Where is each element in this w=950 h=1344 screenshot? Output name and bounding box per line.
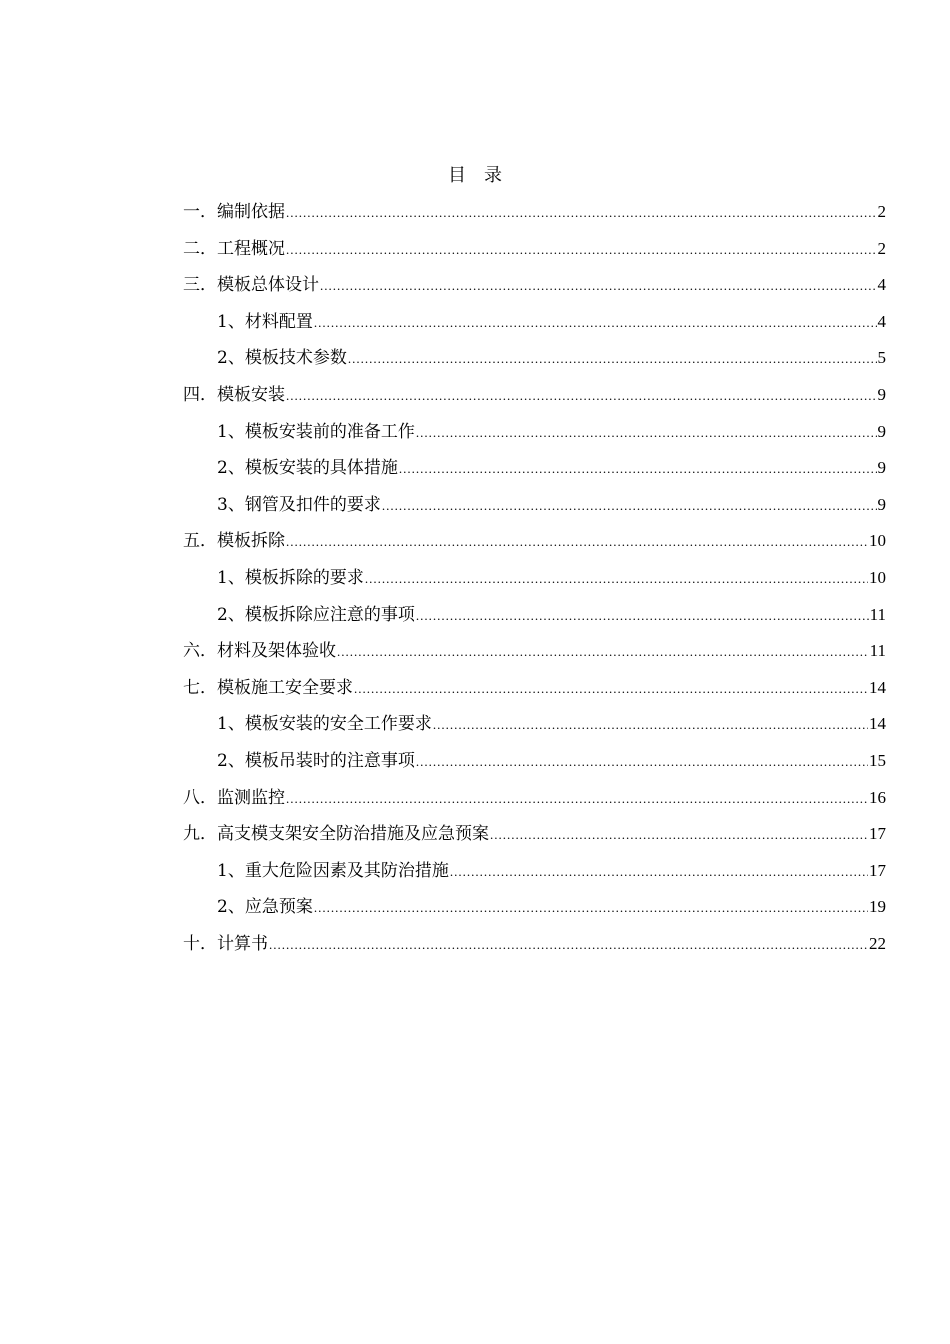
toc-entry[interactable] — [183, 636, 886, 673]
toc-entry-label: 二．工程概况 — [183, 238, 285, 259]
toc-dot-leader — [433, 710, 868, 740]
toc-entry-label: 五．模板拆除 — [183, 531, 285, 552]
toc-entry[interactable] — [183, 380, 886, 417]
toc-entry-page-number: 10 — [869, 531, 886, 551]
toc-dot-leader — [286, 381, 877, 411]
toc-entry-label: 2、模板技术参数 — [217, 348, 347, 369]
toc-entry-page-number: 19 — [869, 897, 886, 917]
toc-entry[interactable] — [183, 746, 886, 783]
toc-entry-page-number: 9 — [877, 384, 886, 404]
toc-entry[interactable] — [183, 673, 886, 710]
toc-entry-label: 1、模板拆除的要求 — [217, 567, 364, 588]
toc-entry-label: 九．高支模支架安全防治措施及应急预案 — [183, 824, 489, 845]
toc-entry-page-number: 4 — [877, 311, 886, 331]
toc-entry-page-number: 14 — [869, 677, 886, 697]
toc-entry[interactable] — [183, 343, 886, 380]
toc-dot-leader — [354, 674, 868, 704]
toc-entry[interactable] — [183, 709, 886, 746]
toc-entry[interactable] — [183, 892, 886, 929]
toc-dot-leader — [450, 857, 868, 887]
toc-entry-label: 2、应急预案 — [217, 897, 313, 918]
toc-entry-page-number: 10 — [869, 567, 886, 587]
toc-dot-leader — [314, 308, 877, 338]
toc-title — [0, 163, 950, 189]
toc-entry-page-number: 9 — [877, 421, 886, 441]
toc-entry-page-number: 9 — [877, 494, 886, 514]
toc-dot-leader — [314, 893, 868, 923]
toc-entry-label: 2、模板安装的具体措施 — [217, 458, 398, 479]
toc-dot-leader — [269, 930, 868, 960]
toc-entry-page-number: 16 — [869, 787, 886, 807]
toc-entry-page-number: 11 — [869, 604, 886, 624]
toc-entry[interactable] — [183, 526, 886, 563]
toc-dot-leader — [416, 747, 868, 777]
toc-dot-leader — [286, 527, 868, 557]
toc-dot-leader — [320, 271, 877, 301]
toc-dot-leader — [399, 454, 877, 484]
toc-entry-page-number: 17 — [869, 824, 886, 844]
toc-dot-leader — [365, 564, 868, 594]
toc-entry[interactable] — [183, 270, 886, 307]
toc-title-left: 目 — [448, 165, 466, 186]
toc-entry-label: 一．编制依据 — [183, 202, 285, 222]
toc-entry-label: 1、模板安装的安全工作要求 — [217, 714, 432, 735]
toc-entry-page-number: 22 — [869, 933, 886, 953]
toc-entry-label: 三．模板总体设计 — [183, 275, 319, 296]
toc-entry[interactable] — [183, 307, 886, 344]
toc-dot-leader — [382, 491, 877, 521]
toc-entry-page-number: 2 — [877, 238, 886, 258]
toc-dot-leader — [348, 344, 877, 374]
toc-entry-page-number: 14 — [869, 714, 886, 734]
toc-dot-leader — [416, 601, 869, 631]
toc-entry[interactable] — [183, 819, 886, 856]
toc-entry-page-number: 17 — [869, 860, 886, 880]
toc-entry-label: 2、模板拆除应注意的事项 — [217, 604, 415, 625]
toc-entry-label: 2、模板吊装时的注意事项 — [217, 750, 415, 771]
toc-entry[interactable] — [183, 490, 886, 527]
toc-entry-label: 1、模板安装前的准备工作 — [217, 421, 415, 442]
toc-entry-label: 八．监测监控 — [183, 787, 285, 808]
toc-entry-label: 1、材料配置 — [217, 311, 313, 332]
toc-entry-label: 1、重大危险因素及其防治措施 — [217, 860, 449, 881]
toc-entry-page-number: 15 — [869, 750, 886, 770]
toc-entry[interactable] — [183, 234, 886, 271]
toc-entry[interactable] — [183, 197, 886, 234]
toc-entry-label: 六．材料及架体验收 — [183, 641, 336, 662]
toc-entry[interactable] — [183, 453, 886, 490]
toc-dot-leader — [286, 198, 877, 228]
toc-entry[interactable] — [183, 783, 886, 820]
toc-entry[interactable] — [183, 563, 886, 600]
toc-dot-leader — [490, 820, 868, 850]
toc-entry-label: 十．计算书 — [183, 933, 268, 954]
toc-entry-page-number: 2 — [877, 202, 886, 221]
toc-entry[interactable] — [183, 929, 886, 966]
toc-entry[interactable] — [183, 417, 886, 454]
toc-entry-page-number: 9 — [877, 458, 886, 478]
toc-dot-leader — [286, 784, 868, 814]
toc-title-right: 录 — [484, 165, 502, 186]
toc-dot-leader — [286, 235, 877, 265]
toc-dot-leader — [416, 418, 877, 448]
toc-entry[interactable] — [183, 856, 886, 893]
toc-entry-label: 四．模板安装 — [183, 384, 285, 405]
toc-entry-label: 七．模板施工安全要求 — [183, 677, 353, 698]
toc-entry-page-number: 11 — [869, 641, 886, 661]
toc-entry-page-number: 4 — [877, 275, 886, 295]
table-of-contents — [183, 197, 886, 965]
toc-dot-leader — [337, 637, 869, 667]
toc-entry[interactable] — [183, 600, 886, 637]
toc-entry-page-number: 5 — [877, 348, 886, 368]
toc-entry-label: 3、钢管及扣件的要求 — [217, 494, 381, 515]
